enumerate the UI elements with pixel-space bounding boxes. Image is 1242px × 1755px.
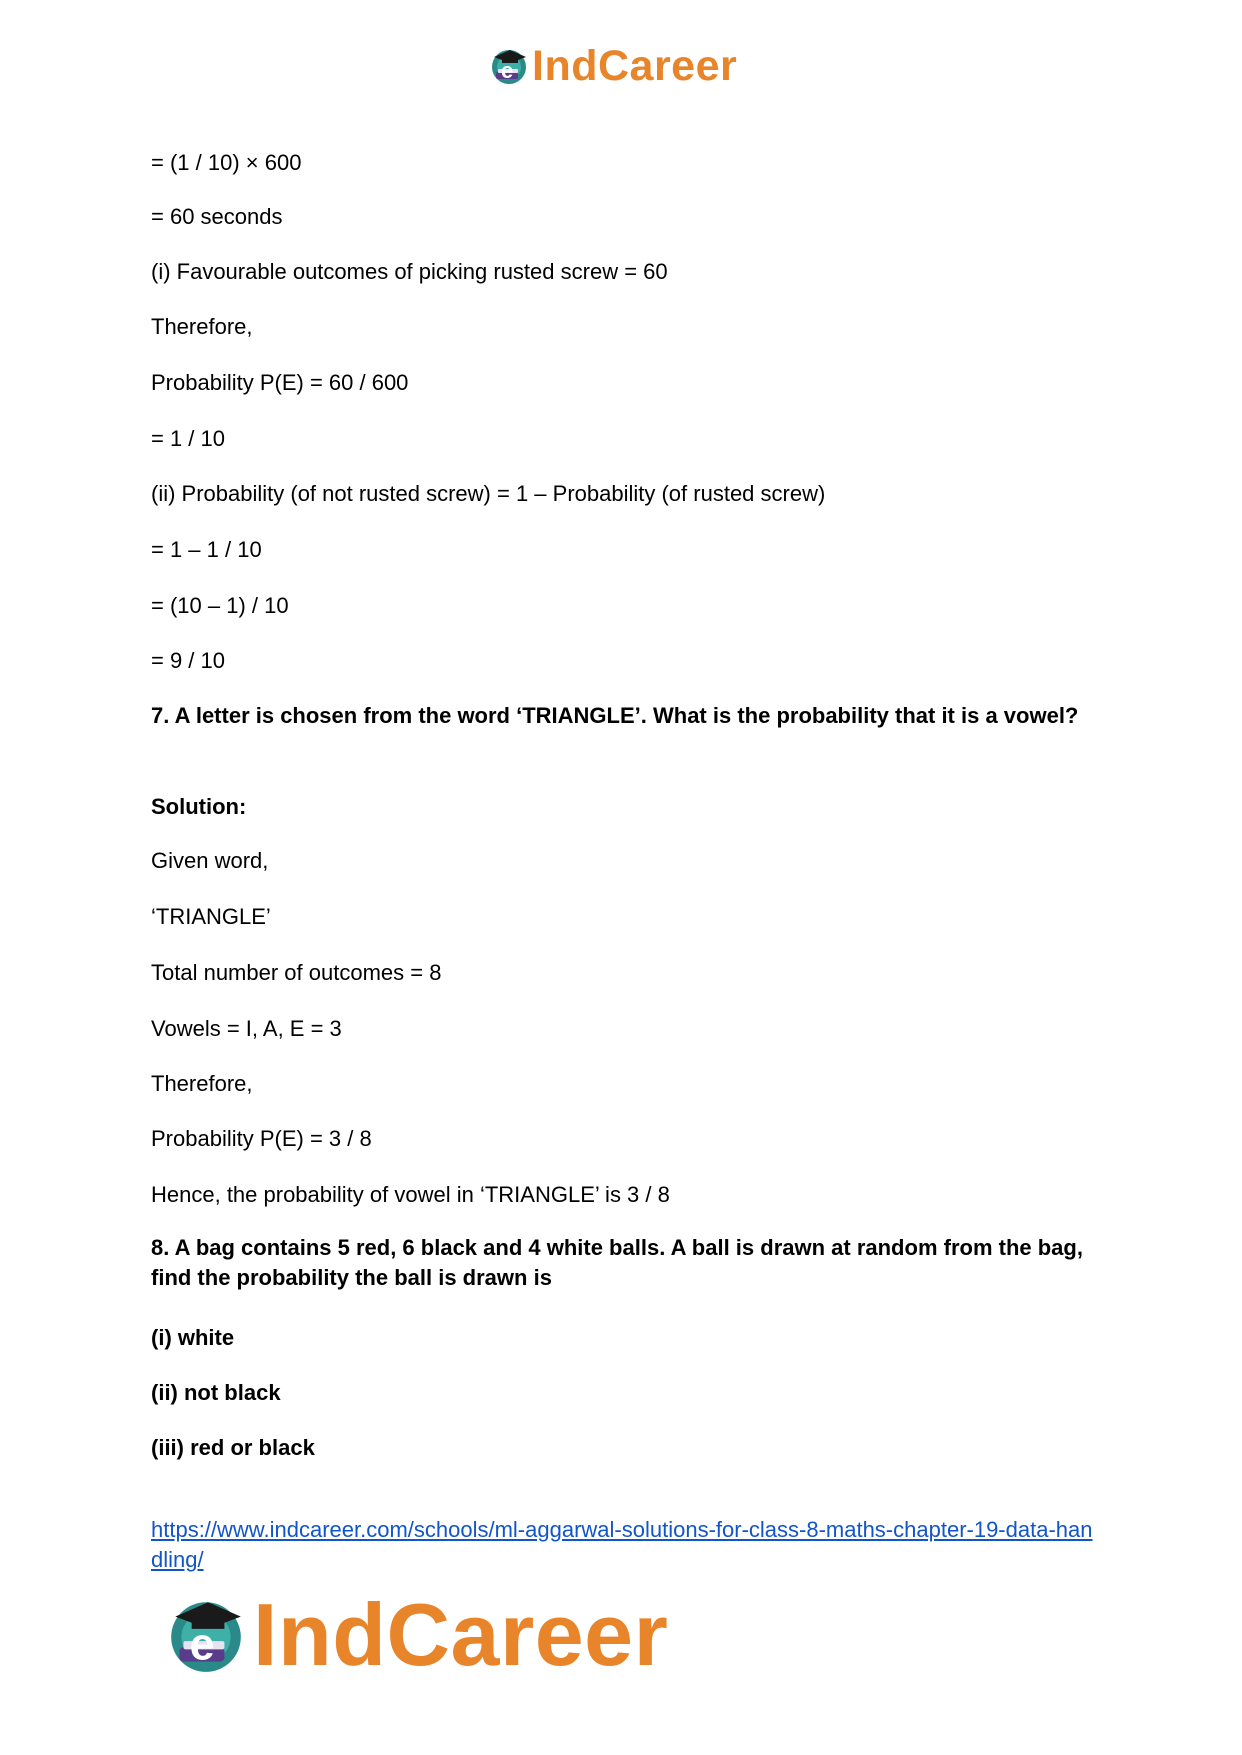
text-line: Vowels = I, A, E = 3 <box>151 1016 342 1041</box>
option-line: (i) white <box>151 1325 235 1350</box>
text-line: Given word, <box>151 848 269 873</box>
text-line: (i) Favourable outcomes of picking rusted screw = 60 <box>151 259 668 284</box>
option-line: (ii) not black <box>151 1380 281 1405</box>
text-line: Probability P(E) = 3 / 8 <box>151 1126 372 1151</box>
solution-label: Solution: <box>151 794 247 819</box>
text-line: Therefore, <box>151 1071 253 1096</box>
text-line: = 1 / 10 <box>151 426 226 451</box>
question-8-heading: 8. A bag contains 5 red, 6 black and 4 white balls. A ball is drawn at random from the bag, find the probability the ball is drawn is <box>151 1235 1083 1290</box>
text-line: Hence, the probability of vowel in ‘TRIANGLE’ is 3 / 8 <box>151 1182 670 1207</box>
svg-text:e: e <box>189 1618 215 1670</box>
graduation-cap-book-globe-icon <box>488 45 530 87</box>
text-line: = 60 seconds <box>151 204 283 229</box>
text-line: = 9 / 10 <box>151 648 226 673</box>
option-line: (iii) red or black <box>151 1435 315 1460</box>
question-7-heading: 7. A letter is chosen from the word ‘TRIANGLE’. What is the probability that it is a vowel? <box>151 703 1079 728</box>
source-url-link[interactable]: https://www.indcareer.com/schools/ml-aggarwal-solutions-for-class-8-maths-chapter-19-data-handling/ <box>151 1517 1093 1572</box>
text-line: = 1 – 1 / 10 <box>151 537 262 562</box>
text-line: Total number of outcomes = 8 <box>151 960 442 985</box>
text-line: = (10 – 1) / 10 <box>151 593 289 618</box>
header-brand-name: IndCareer <box>532 41 738 90</box>
text-line: ‘TRIANGLE’ <box>151 904 271 929</box>
footer-logo <box>163 1585 669 1684</box>
svg-text:e: e <box>501 58 514 83</box>
text-line: Therefore, <box>151 314 253 339</box>
header-logo <box>488 42 737 90</box>
text-line: Probability P(E) = 60 / 600 <box>151 370 409 395</box>
text-line: (ii) Probability (of not rusted screw) = 1 – Probability (of rusted screw) <box>151 481 826 506</box>
graduation-cap-book-globe-icon <box>163 1592 249 1678</box>
text-line: = (1 / 10) × 600 <box>151 150 302 175</box>
footer-brand-name: IndCareer <box>253 1585 669 1684</box>
